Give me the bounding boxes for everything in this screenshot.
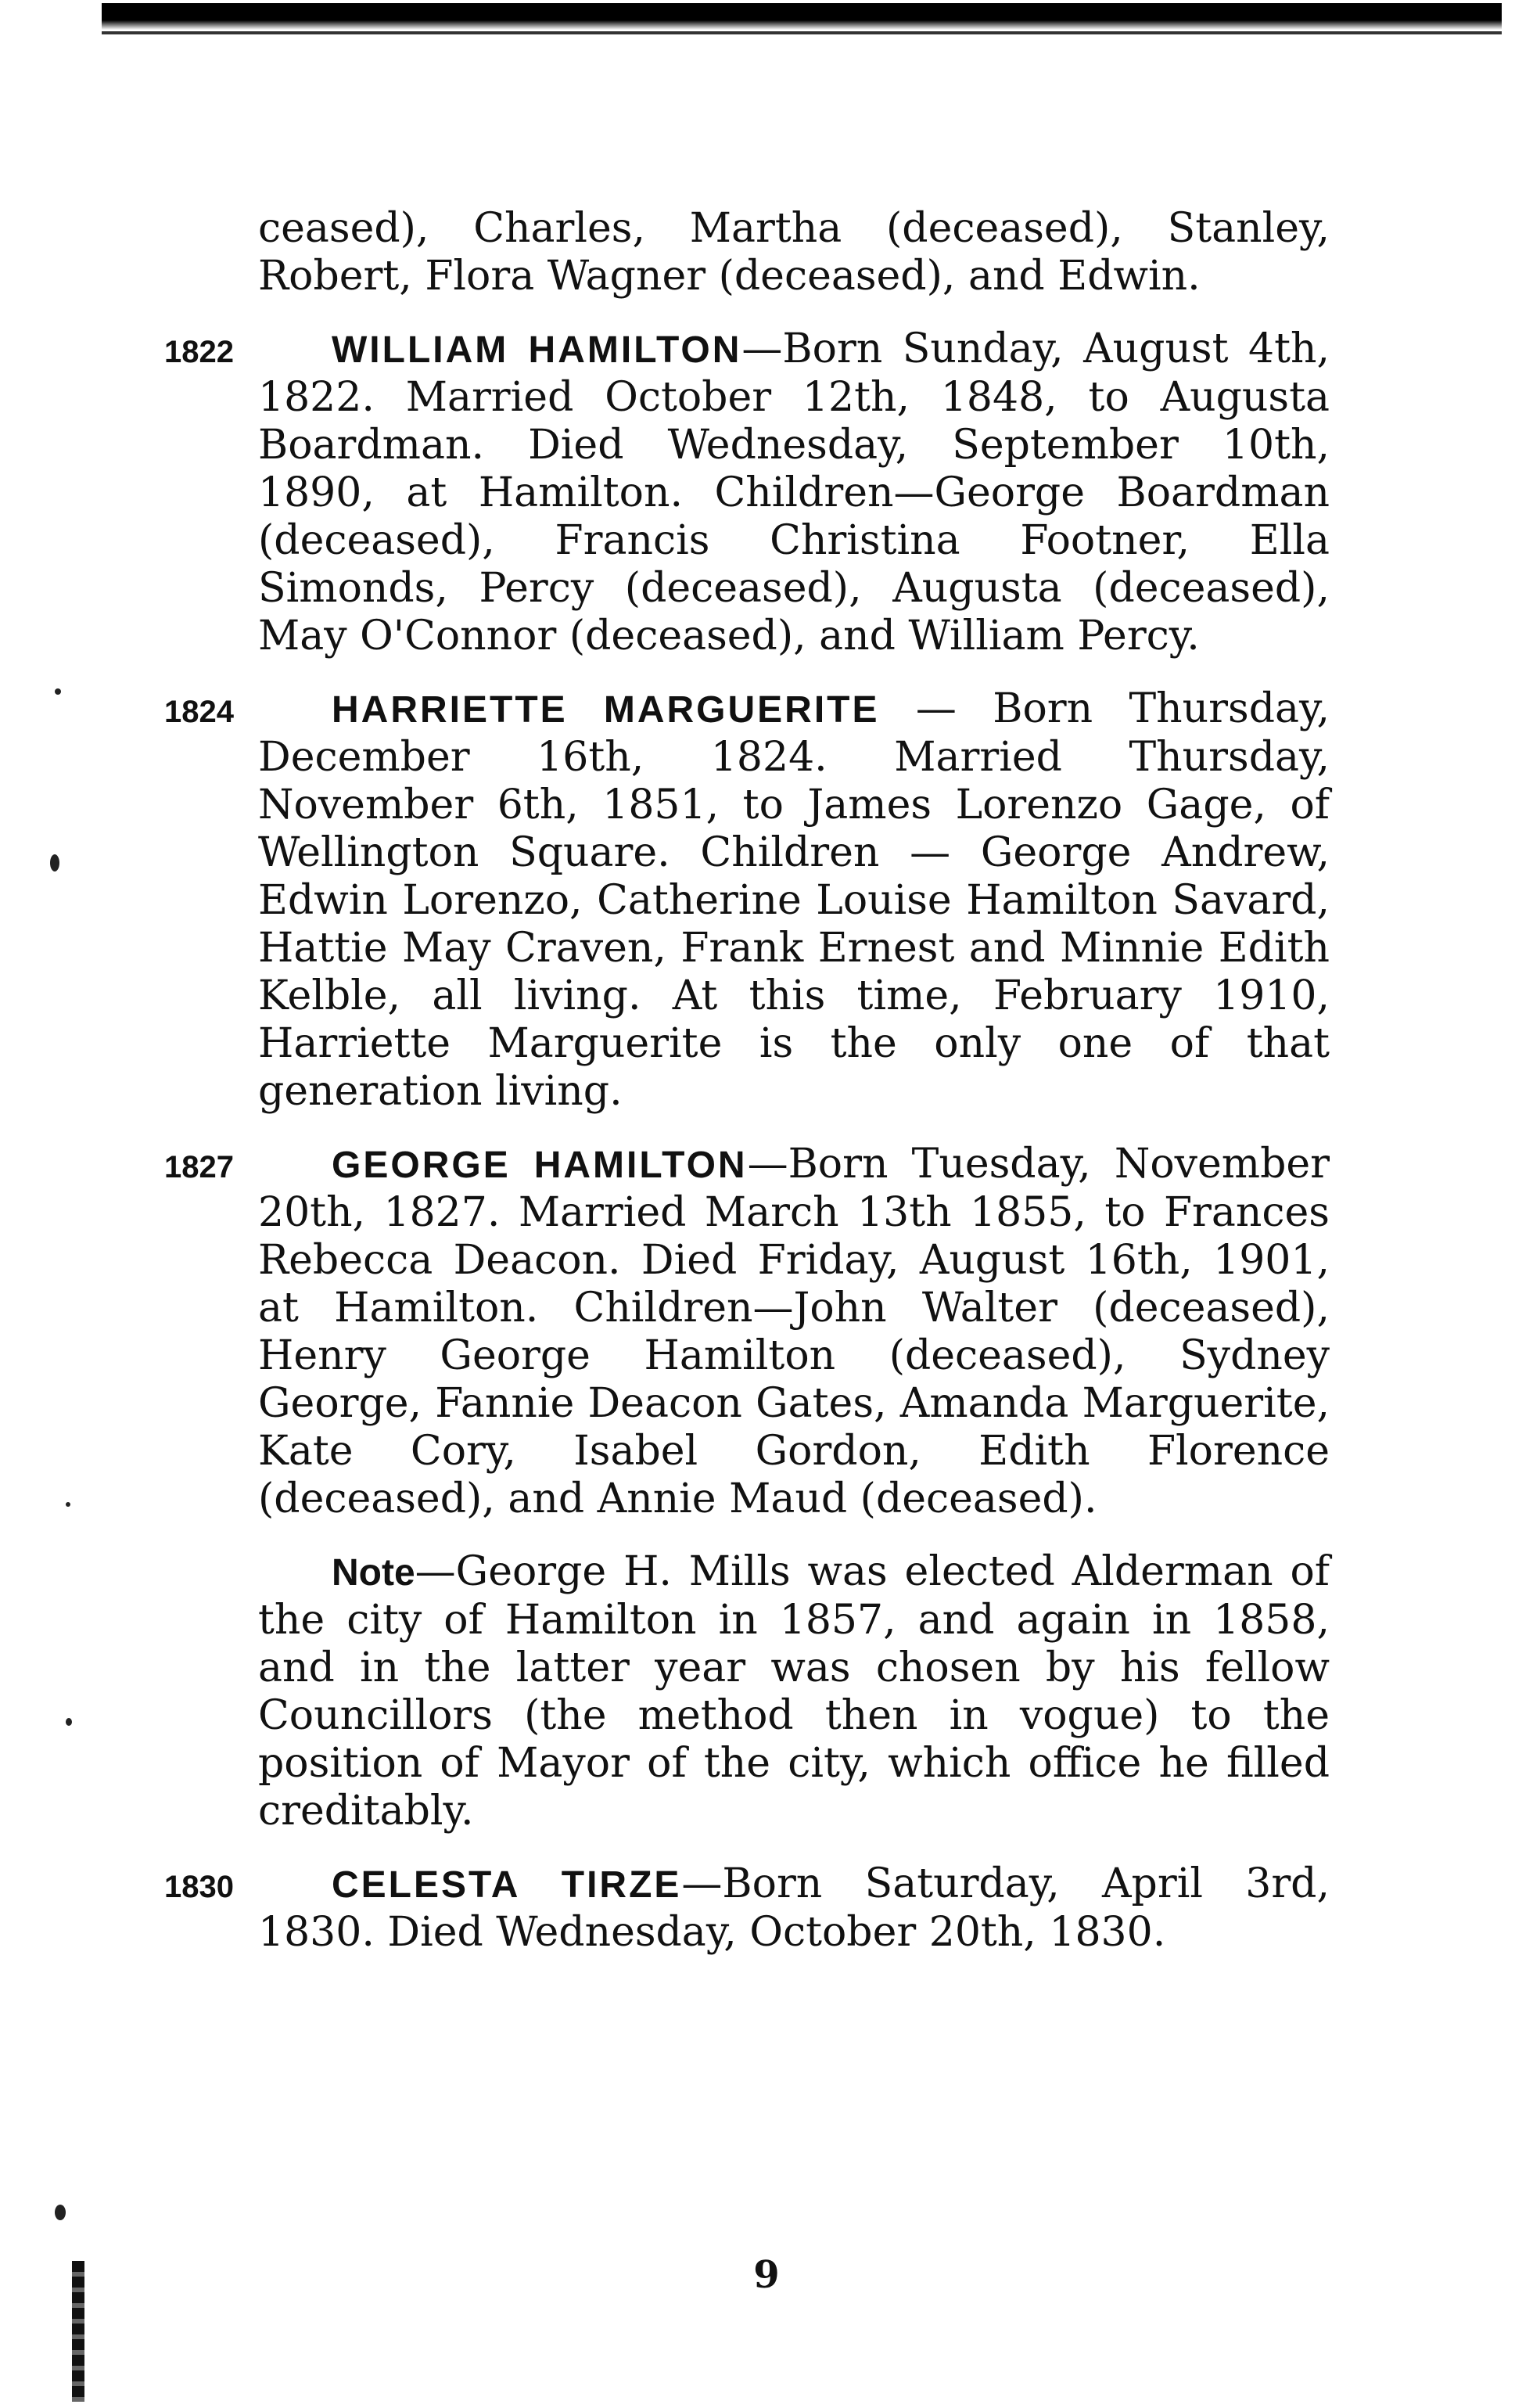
intro-paragraph [258,205,1330,300]
intro-text: ceased), Charles, Martha (deceased), Stanley, Robert, Flora Wagner (deceased), and Edwin. [258,205,1330,300]
entry-year: 1822 [164,335,234,369]
entry-text: —Born Tuesday, November 20th, 1827. Married March 13th 1855, to Frances Rebecca Deacon. Died Friday, August 16th, 1901, at Hamilton. Children—John Walter (deceased), Henry George Hamilton (deceased), Sydney George, Fannie Deacon Gates, Amanda Marguerite, Kate Cory, Isabel Gordon, Edith Florence (deceased), and Annie Maud (deceased). [258,1141,1330,1522]
entry-harriette-marguerite [164,685,1330,1116]
entry-year: 1824 [164,695,234,729]
entry-text: —Born Saturday, April 3rd, 1830. Died Wednesday, October 20th, 1830. [258,1860,1330,1956]
page-number: 9 [753,2253,780,2297]
entry-text: —Born Sunday, August 4th, 1822. Married October 12th, 1848, to Augusta Boardman. Died Wednesday, September 10th, 1890, at Hamilton. Children—George Boardman (deceased), Francis Christina Footner, Ella Simonds, Percy (deceased), Augusta (deceased), May O'Connor (deceased), and William Percy. [258,325,1330,660]
top-scan-border [102,3,1502,30]
scan-speck [66,1502,70,1507]
entry-name: HARRIETTE MARGUERITE [332,689,880,731]
entry-year: 1827 [164,1150,234,1184]
entry-paragraph [258,685,1330,1116]
page-text-column [164,205,1330,1982]
entry-name: CELESTA TIRZE [332,1864,682,1906]
scan-edge-mark [72,2261,84,2402]
note-paragraph [258,1548,1330,1835]
entry-paragraph [258,1141,1330,1523]
entry-text: — Born Thursday, December 16th, 1824. Married Thursday, November 6th, 1851, to James Lorenzo Gage, of Wellington Square. Children — George Andrew, Edwin Lorenzo, Catherine Louise Hamilton Savard, Hattie May Craven, Frank Ernest and Minnie Edith Kelble, all living. At this time, February 1910, Harriette Marguerite is the only one of that generation living. [258,685,1330,1115]
entry-celesta-tirze [164,1860,1330,1957]
entry-name: GEORGE HAMILTON [332,1145,748,1186]
scan-speck [55,688,61,695]
note-text: —George H. Mills was elected Alderman of the city of Hamilton in 1857, and again in 1858, and in the latter year was chosen by his fellow Councillors (the method then in vogue) to the position of Mayor of the city, which office he filled creditably. [258,1548,1330,1835]
note-body [258,1548,1330,1835]
scan-speck [55,2205,66,2220]
top-rule [102,31,1502,34]
note-label: Note [332,1552,415,1594]
entry-paragraph [258,1860,1330,1957]
entry-george-hamilton [164,1141,1330,1523]
entry-name: WILLIAM HAMILTON [332,329,742,371]
scan-speck [66,1718,72,1726]
entry-paragraph [258,325,1330,660]
entry-year: 1830 [164,1870,234,1904]
scan-speck [50,854,59,872]
entry-william-hamilton [164,325,1330,660]
